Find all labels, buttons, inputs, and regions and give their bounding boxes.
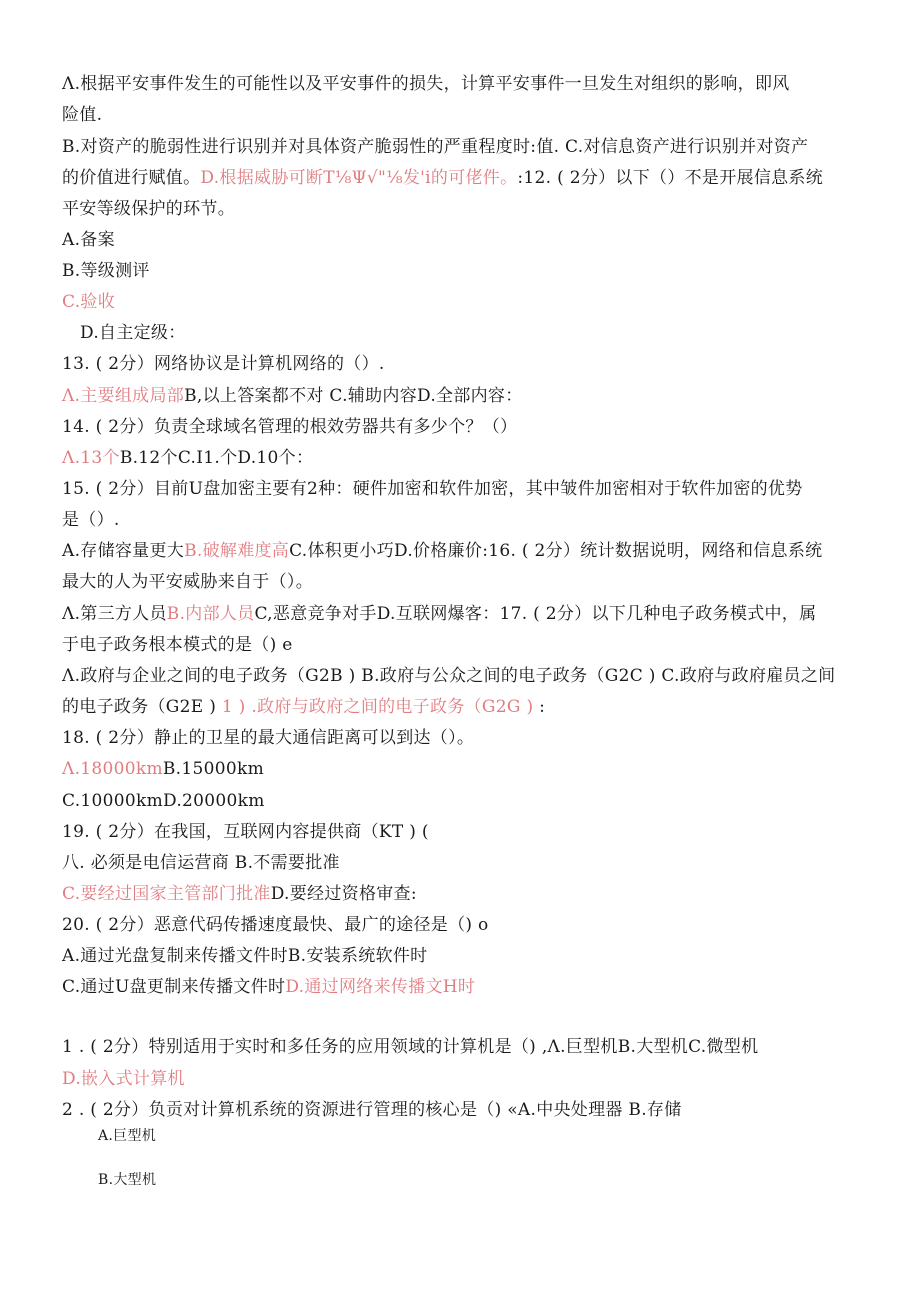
question-text: C.体积更小巧D.价格廉价:16. ( 2分）统计数据说明，网络和信息系统 bbox=[289, 541, 823, 561]
question-text: B,以上答案都不对 C.辅助内容D.全部内容： bbox=[184, 386, 523, 406]
question-text: 20. ( 2分）恶意代码传播速度最快、最广的途径是（) o bbox=[62, 915, 489, 935]
answer-text: 1 ) .政府与政府之间的电子政务（G2G ) bbox=[221, 697, 540, 717]
text-line bbox=[62, 136, 860, 158]
text-line bbox=[62, 634, 860, 656]
text-line bbox=[98, 1125, 860, 1147]
text-line bbox=[62, 229, 860, 251]
text-line bbox=[62, 1099, 860, 1121]
question-text: 平安等级保护的环节。 bbox=[62, 199, 235, 219]
text-line bbox=[62, 385, 860, 407]
text-line bbox=[62, 696, 860, 718]
text-line bbox=[62, 790, 860, 812]
question-text: 是（）. bbox=[62, 510, 120, 530]
text-line bbox=[62, 821, 860, 843]
text-line bbox=[62, 603, 860, 625]
question-text: 2 . ( 2分）负贡对计算机系统的资源进行管理的核心是（) «A.中央处理器 B.存储 bbox=[62, 1100, 682, 1120]
text-line bbox=[62, 509, 860, 531]
question-text: 1 . ( 2分）特别适用于实时和多任务的应用领域的计算机是（) ,Λ.巨型机B.大型机C.微型机 bbox=[62, 1037, 759, 1057]
answer-text: C.验收 bbox=[62, 292, 116, 312]
text-line bbox=[62, 571, 860, 593]
question-text: C,恶意竞争对手D.互联网爆客：17. ( 2分）以下几种电子政务模式中，属 bbox=[254, 604, 817, 624]
question-text: 19. ( 2分）在我国，互联网内容提供商（KT ) ( bbox=[62, 822, 429, 842]
text-line bbox=[62, 104, 860, 126]
question-text: : bbox=[539, 697, 546, 717]
text-line bbox=[62, 727, 860, 749]
text-line bbox=[62, 73, 860, 95]
question-text: 于电子政务根本模式的是（) e bbox=[62, 635, 293, 655]
answer-text: B.内部人员 bbox=[166, 604, 255, 624]
answer-text: Λ.13个 bbox=[62, 448, 120, 468]
text-line bbox=[62, 665, 860, 687]
question-text: 13. ( 2分）网络协议是计算机网络的（）. bbox=[62, 354, 385, 374]
question-text: A.存储容量更大 bbox=[62, 541, 185, 561]
question-text: B.大型机 bbox=[98, 1172, 157, 1188]
question-text: Λ.第三方人员 bbox=[62, 604, 167, 624]
text-line bbox=[62, 198, 860, 220]
question-text: :12. ( 2分）以下（）不是开展信息系统 bbox=[517, 168, 824, 188]
text-line bbox=[62, 758, 860, 780]
text-line bbox=[62, 353, 860, 375]
question-text: Λ.根据平安事件发生的可能性以及平安事件的损失，计算平安事件一旦发生对组织的影响，即风 bbox=[62, 74, 790, 94]
answer-text: D.根据威胁可断T⅛Ψ√"⅛发'i的可佬件。 bbox=[200, 168, 518, 188]
question-text: B.等级测评 bbox=[62, 261, 150, 281]
answer-text: C.要经过国家主管部门批准 bbox=[62, 884, 271, 904]
text-line bbox=[62, 1068, 860, 1090]
text-line bbox=[62, 540, 860, 562]
text-line bbox=[62, 260, 860, 282]
question-text: 18. ( 2分）静止的卫星的最大通信距离可以到达（）。 bbox=[62, 728, 475, 748]
question-text: A.备案 bbox=[62, 230, 115, 250]
answer-text: Λ.18000km bbox=[62, 759, 163, 779]
answer-text: D.嵌入式计算机 bbox=[62, 1069, 185, 1089]
question-text: B.12个C.I1.个D.10个： bbox=[119, 448, 314, 468]
question-text: 的价值进行赋值。 bbox=[62, 168, 201, 188]
question-text: C.10000kmD.20000km bbox=[62, 791, 265, 811]
text-line bbox=[62, 914, 860, 936]
text-line bbox=[62, 852, 860, 874]
text-line bbox=[62, 291, 860, 313]
question-text: D.自主定级： bbox=[80, 323, 186, 343]
text-line bbox=[98, 1169, 860, 1191]
question-text: A.通过光盘复制来传播文件时B.安装系统软件时 bbox=[62, 946, 428, 966]
text-line bbox=[62, 945, 860, 967]
question-text: 险值. bbox=[62, 105, 103, 125]
answer-text: B.破解难度高 bbox=[184, 541, 290, 561]
question-text: D.要经过资格审查: bbox=[270, 884, 417, 904]
text-line bbox=[62, 416, 860, 438]
question-text: B.对资产的脆弱性进行识别并对具体资产脆弱性的严重程度时:值. C.对信息资产进行识别并对资产 bbox=[62, 137, 809, 157]
question-text: B.15000km bbox=[162, 759, 264, 779]
text-line bbox=[62, 167, 860, 189]
answer-text: Λ.主要组成局部 bbox=[62, 386, 185, 406]
text-line bbox=[62, 478, 860, 500]
answer-text: D.通过网络来传播文H时 bbox=[285, 977, 476, 997]
text-line bbox=[62, 1036, 860, 1058]
question-text: A.巨型机 bbox=[98, 1128, 157, 1144]
question-text: C.通过U盘更制来传播文件时 bbox=[62, 977, 286, 997]
question-text: 的电子政务（G2E ) bbox=[62, 697, 222, 717]
text-line bbox=[80, 322, 860, 344]
text-line bbox=[62, 447, 860, 469]
question-text: 14. ( 2分）负责全球域名管理的根效劳器共有多少个？（） bbox=[62, 417, 518, 437]
text-line bbox=[62, 976, 860, 998]
question-text: 15. ( 2分）目前U盘加密主要有2种：硬件加密和软件加密，其中皱件加密相对于软件加密的优势 bbox=[62, 479, 803, 499]
text-line bbox=[62, 883, 860, 905]
question-text: 最大的人为平安威胁来自于（）。 bbox=[62, 572, 313, 592]
question-text: 八. 必须是电信运营商 B.不需要批准 bbox=[62, 853, 340, 873]
question-text: Λ.政府与企业之间的电子政务（G2B ) B.政府与公众之间的电子政务（G2C ) C.政府与政府雇员之间 bbox=[62, 666, 836, 686]
